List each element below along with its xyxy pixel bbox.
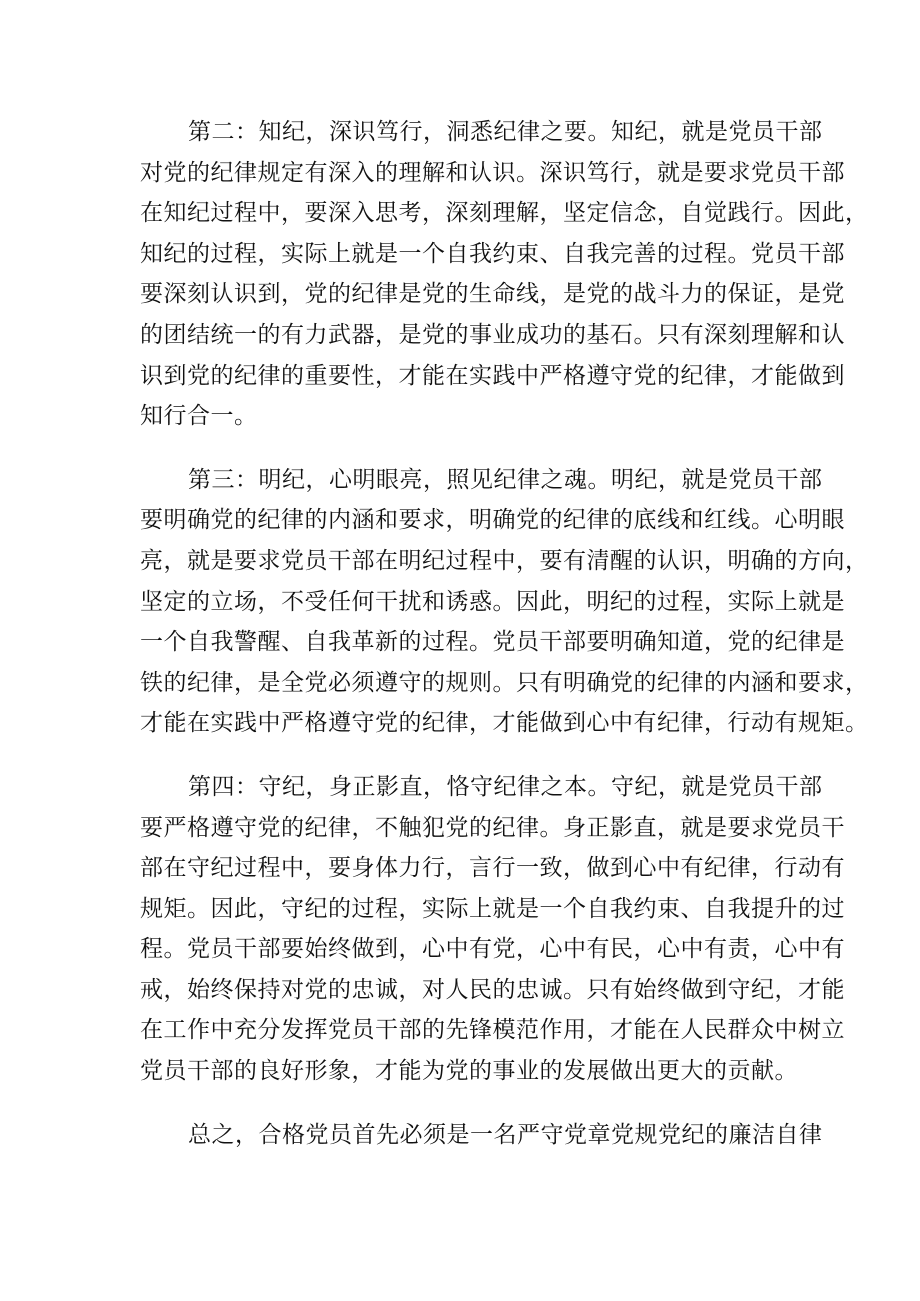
text-line: 铁的纪律，是全党必须遵守的规则。只有明确党的纪律的内涵和要求， [140, 669, 869, 696]
text-line: 一个自我警醒、自我革新的过程。党员干部要明确知道，党的纪律是 [140, 629, 845, 656]
text-line: 亮，就是要求党员干部在明纪过程中，要有清醒的认识，明确的方向， [140, 547, 869, 574]
text-line: 知行合一。 [140, 403, 258, 430]
text-line: 第二：知纪，深识笃行，洞悉纪律之要。知纪，就是党员干部 [188, 119, 823, 145]
text-line: 程。党员干部要始终做到，心中有党，心中有民，心中有责，心中有 [140, 936, 845, 963]
text-line: 坚定的立场，不受任何干扰和诱惑。因此，明纪的过程，实际上就是 [140, 588, 845, 615]
paragraph-zongzhi [140, 1115, 823, 1156]
paragraph-gap [140, 1092, 784, 1115]
text-line: 对党的纪律规定有深入的理解和认识。深识笃行，就是要求党员干部 [140, 159, 845, 186]
text-line: 才能在实践中严格遵守党的纪律，才能做到心中有纪律，行动有规矩。 [140, 710, 869, 737]
paragraph-gap [140, 437, 784, 460]
text-line: 第四：守纪，身正影直，恪守纪律之本。守纪，就是党员干部 [188, 773, 823, 800]
text-line: 要深刻认识到，党的纪律是党的生命线，是党的战斗力的保证，是党 [140, 281, 845, 308]
text-line: 知纪的过程，实际上就是一个自我约束、自我完善的过程。党员干部 [140, 240, 845, 267]
text-line: 在知纪过程中，要深入思考，深刻理解，坚定信念，自觉践行。因此， [140, 200, 869, 227]
text-line: 戒，始终保持对党的忠诚，对人民的忠诚。只有始终做到守纪，才能 [140, 976, 845, 1003]
text-line: 部在守纪过程中，要身体力行，言行一致，做到心中有纪律，行动有 [140, 855, 845, 882]
text-line: 识到党的纪律的重要性，才能在实践中严格遵守党的纪律，才能做到 [140, 362, 845, 389]
text-line: 总之，合格党员首先必须是一名严守党章党规党纪的廉洁自律 [188, 1121, 823, 1148]
text-line: 的团结统一的有力武器，是党的事业成功的基石。只有深刻理解和认 [140, 321, 845, 348]
text-line: 要严格遵守党的纪律，不触犯党的纪律。身正影直，就是要求党员干 [140, 814, 845, 841]
text-line: 要明确党的纪律的内涵和要求，明确党的纪律的底线和红线。心明眼 [140, 507, 845, 534]
text-line: 第三：明纪，心明眼亮，照见纪律之魂。明纪，就是党员干部 [188, 466, 823, 493]
text-line: 规矩。因此，守纪的过程，实际上就是一个自我约束、自我提升的过 [140, 895, 845, 922]
text-line: 党员干部的良好形象，才能为党的事业的发展做出更大的贡献。 [140, 1058, 798, 1085]
paragraph-zhiji [140, 112, 869, 437]
text-line: 在工作中充分发挥党员干部的先锋模范作用，才能在人民群众中树立 [140, 1017, 845, 1044]
paragraph-mingji [140, 460, 869, 744]
paragraph-gap [140, 744, 784, 767]
document-body [140, 112, 869, 1155]
paragraph-shouji [140, 767, 845, 1092]
